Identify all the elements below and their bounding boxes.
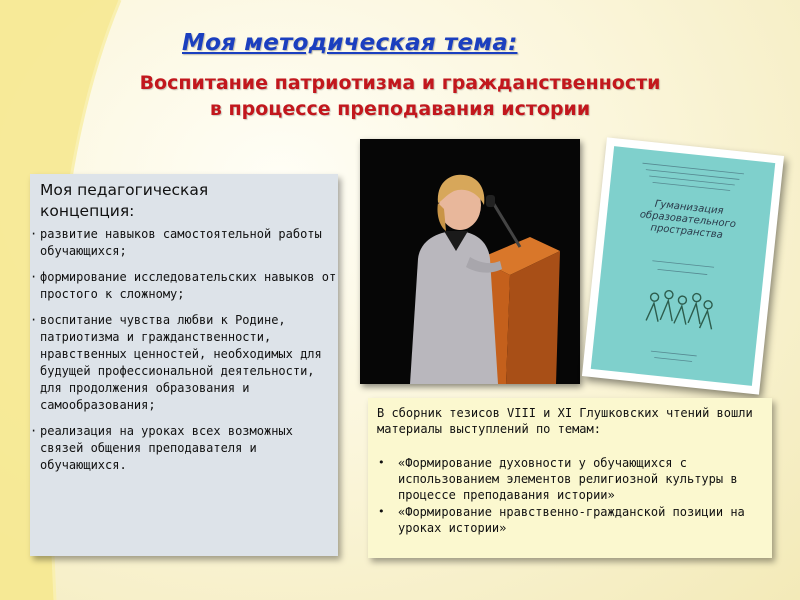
pedagogical-concept-box xyxy=(30,174,338,556)
book-cover xyxy=(591,146,776,386)
heading xyxy=(0,0,800,130)
concept-item-text: развитие навыков самостоятельной работы обучающихся; xyxy=(40,227,322,258)
concept-item-text: формирование исследовательских навыков от простого к сложному; xyxy=(40,270,337,301)
speaker-photo xyxy=(360,139,580,384)
bullet-icon: · xyxy=(30,270,38,284)
book-title: Гуманизация образовательного пространства xyxy=(639,198,737,241)
collection-item xyxy=(368,504,772,536)
collection-item xyxy=(368,455,772,503)
methodical-topic-label: Моя методическая тема: xyxy=(182,30,518,56)
concept-title-line-1: Моя педагогическая xyxy=(40,181,209,199)
collection-intro: В сборник тезисов VIII и XI Глушковских чтений вошли материалы выступлений по темам: xyxy=(377,406,753,436)
bullet-icon: • xyxy=(378,456,385,469)
collection-item-text: «Формирование нравственно-гражданской позиции на уроках истории» xyxy=(398,505,745,535)
book-decoration xyxy=(591,146,776,386)
bullet-icon: · xyxy=(30,227,38,241)
concept-item-text: воспитание чувства любви к Родине, патриотизма и гражданственности, нравственных ценностей, необходимых для будущей профессиональной деятельности, для продолжения образования и самообразования; xyxy=(40,313,322,412)
concept-item xyxy=(30,269,338,303)
theses-collection-box xyxy=(368,398,772,558)
concept-item-text: реализация на уроках всех возможных связей общения преподавателя и обучающихся. xyxy=(40,424,293,472)
concept-list xyxy=(30,226,338,483)
concept-item xyxy=(30,312,338,414)
book-cover-image xyxy=(582,137,784,394)
concept-title-line-2: концепция: xyxy=(40,202,135,220)
topic-title-line-2: в процессе преподавания истории xyxy=(209,98,591,120)
bullet-icon: • xyxy=(378,505,385,518)
bullet-icon: · xyxy=(30,424,38,438)
concept-item xyxy=(30,226,338,260)
collection-item-text: «Формирование духовности у обучающихся с использованием элементов религиозной культуры в процессе преподавания истории» xyxy=(398,456,738,502)
speaker-illustration xyxy=(360,139,580,384)
concept-item xyxy=(30,423,338,474)
collection-list xyxy=(368,455,772,537)
bullet-icon: · xyxy=(30,313,38,327)
concept-title xyxy=(40,180,208,222)
topic-title-line-1: Воспитание патриотизма и гражданственности xyxy=(139,72,661,94)
